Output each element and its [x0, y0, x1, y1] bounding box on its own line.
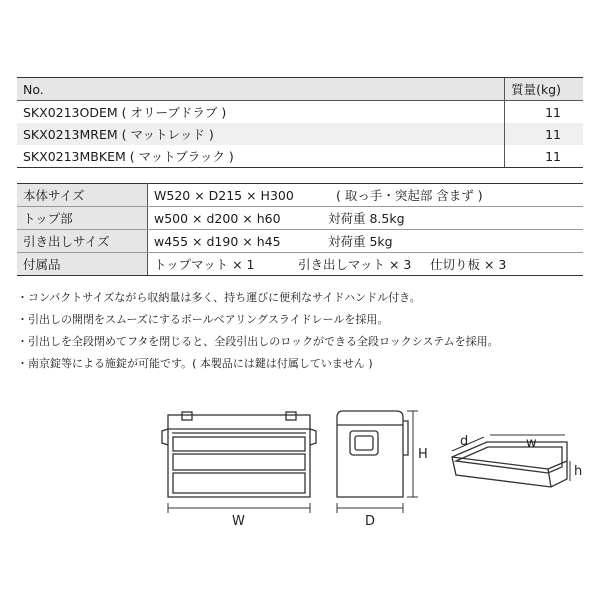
model-weight: 11 — [505, 123, 584, 145]
drawer-height-label: h — [574, 464, 583, 479]
accessory-item: 引き出しマット × 3 — [297, 257, 412, 272]
list-item: ・引出しを全段閉めてフタを閉じると、全段引出しのロックができる全段ロックシステムを採用。 — [17, 335, 499, 348]
toolbox-front-view — [162, 412, 316, 497]
table-row — [17, 230, 583, 253]
drawer-depth-label: d — [460, 434, 469, 449]
table-row — [17, 253, 583, 276]
model-name: SKX0213ODEM ( オリーブドラブ ) — [23, 105, 227, 120]
spec-value: W520 × D215 × H300 — [154, 188, 294, 203]
list-item: ・コンパクトサイズながら収納量は多く、持ち運びに便利なサイドハンドル付き。 — [17, 291, 421, 304]
spec-table — [17, 183, 583, 276]
depth-dimension — [337, 503, 403, 513]
feature-notes — [17, 287, 499, 375]
model-header-no: No. — [17, 78, 505, 101]
dimension-diagram — [0, 395, 600, 600]
model-table — [17, 77, 583, 168]
model-header-weight: 質量(kg) — [505, 78, 584, 101]
width-label: W — [232, 514, 245, 529]
spec-key: 引き出しサイズ — [17, 230, 148, 253]
width-dimension — [168, 503, 310, 513]
drawer-width-label: w — [526, 436, 537, 451]
model-table-header — [17, 78, 583, 101]
list-item: ・南京錠等による施錠が可能です。( 本製品には鍵は付属していません ) — [17, 357, 373, 370]
spec-value: w500 × d200 × h60 — [154, 211, 281, 226]
table-row — [17, 101, 583, 124]
table-row — [17, 207, 583, 230]
toolbox-side-view — [337, 411, 408, 497]
spec-key: 本体サイズ — [17, 184, 148, 207]
model-name: SKX0213MBKEM ( マットブラック ) — [17, 145, 505, 168]
table-row — [17, 123, 583, 145]
accessory-item: 仕切り板 × 3 — [429, 257, 507, 272]
height-label: H — [418, 447, 428, 462]
model-name: SKX0213MREM ( マットレッド ) — [17, 123, 505, 145]
spec-value: w455 × d190 × h45 — [154, 234, 281, 249]
spec-note: ( 取っ手・突起部 含まず ) — [335, 188, 483, 203]
model-weight: 11 — [505, 101, 584, 124]
spec-load: 対荷重 8.5kg — [327, 211, 405, 226]
depth-label: D — [365, 514, 376, 529]
spec-load: 対荷重 5kg — [327, 234, 393, 249]
table-row — [17, 184, 583, 207]
list-item: ・引出しの開閉をスムーズにするボールベアリングスライドレールを採用。 — [17, 313, 389, 326]
table-row — [17, 145, 583, 168]
model-weight: 11 — [505, 145, 584, 168]
spec-key: トップ部 — [17, 207, 148, 230]
accessory-item: トップマット × 1 — [154, 257, 255, 272]
spec-key: 付属品 — [17, 253, 148, 276]
drawer-view — [452, 442, 567, 487]
